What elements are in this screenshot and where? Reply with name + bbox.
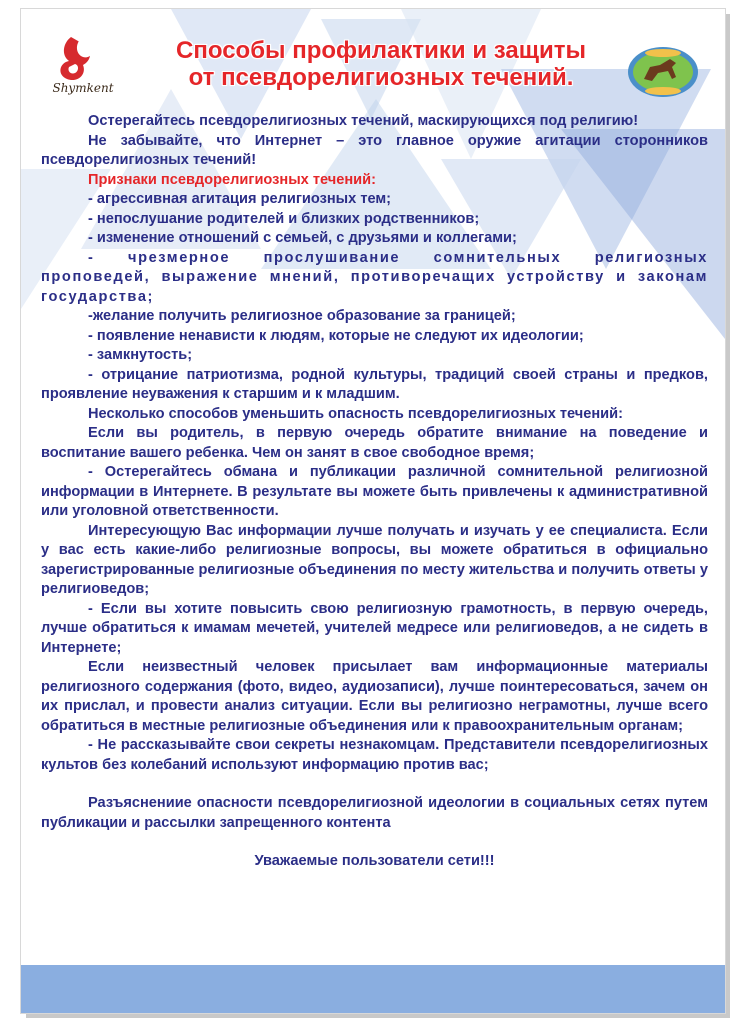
sign-item: -желание получить религиозное образование за границей; [88,308,516,324]
signs-heading: Признаки псевдорелигиозных течений: [88,171,376,188]
sign-item: - замкнутость; [88,347,193,363]
logo-caption: Shymkent [52,81,114,95]
body-text [41,112,708,872]
sign-item: - непослушание родителей и близких родственников; [88,210,480,227]
closing-paragraph: Разъяснениие опасности псевдорелигиозной идеологии в социальных сетях путем публикации и рассылки запрещенного контента [41,795,708,831]
way-item: Если неизвестный человек присылает вам информационные материалы религиозного содержания (фото, видео, аудиозаписи), лучше поинтересоваться, зачем он их прислал, и провести анализ ситуации. Если вы религиозно неграмотны, лучше всего обратиться в местные религиозные объединения или к правоохранительным органам; [41,659,708,734]
header [21,9,725,109]
poster-title [141,37,621,91]
paragraph-internet: Не забывайте, что Интернет – это главное оружие агитации сторонников псевдорелигиозных течений! [41,132,708,168]
sign-item: - чрезмерное прослушивание сомнительных религиозных проповедей, выражение мнений, противоречащих устройству и законам государства; [41,249,708,305]
sign-item: - агрессивная агитация религиозных тем; [88,191,392,207]
sign-item: - изменение отношений с семьей, с друзьями и коллегами; [88,230,517,246]
emblem-horse-logo-icon [626,45,700,99]
paragraph-warning: Остерегайтесь псевдорелигиозных течений, маскирующихся под религию! [88,113,639,129]
way-item: Если вы родитель, в первую очередь обратите внимание на поведение и воспитание вашего ребенка. Чем он занят в свое свободное время; [41,425,708,461]
way-item: - Остерегайтесь обмана и публикации различной сомнительной религиозной информации в Интернете. В результате вы можете быть привлечены к административной или уголовной ответственности. [41,464,708,519]
title-line-1: Способы профилактики и защиты [176,37,586,64]
way-item: - Не рассказывайте свои секреты незнакомцам. Представители псевдорелигиозных культов без колебаний используют информацию против вас; [41,737,708,773]
spacer [41,775,708,794]
way-item: - Если вы хотите повысить свою религиозную грамотность, в первую очередь, лучше обратиться к имамам мечетей, учителей медресе или религиоведов, а не сидеть в Интернете; [41,600,708,656]
sign-item: - появление ненависти к людям, которые не следуют их идеологии; [88,327,584,344]
address-line: Уважаемые пользователи сети!!! [254,853,495,869]
ways-heading: Несколько способов уменьшить опасность псевдорелигиозных течений: [88,405,623,422]
way-item: Интересующую Вас информации лучше получать и изучать у ее специалиста. Если у вас есть какие-либо религиозные вопросы, вы можете обратиться в официально зарегистрированные религиозные объединения по месту жительства и получить ответы у религиоведов; [41,522,708,597]
spacer [41,833,708,852]
footer-bar [21,965,725,1013]
sign-item: - отрицание патриотизма, родной культуры, традиций своей страны и предков, проявление неуважения к старшим и к младшим. [41,366,708,402]
title-line-2: от псевдорелигиозных течений. [188,64,574,91]
poster-page [20,8,726,1014]
